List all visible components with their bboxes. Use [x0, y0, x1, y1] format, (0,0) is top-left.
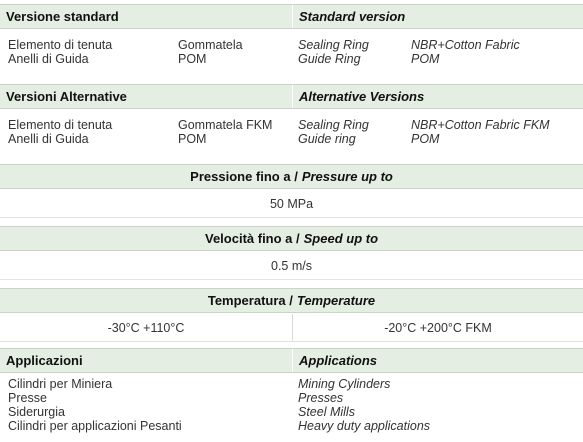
application-it-4: Cilindri per applicazioni Pesanti	[8, 419, 182, 433]
speed-label-en: Speed up to	[303, 231, 379, 246]
pressure-value: 50 MPa	[0, 190, 583, 218]
alt-guide-value-it: POM	[178, 132, 207, 146]
speed-label-it: Velocità fino a /	[204, 231, 300, 246]
alternative-versions-body	[0, 110, 583, 158]
alt-seal-label-it: Elemento di tenuta	[8, 118, 113, 132]
applications-header-it: Applicazioni	[6, 353, 83, 368]
std-guide-label-en: Guide Ring	[298, 52, 361, 66]
applications-header	[0, 348, 583, 373]
temperature-value-fkm: -20°C +200°C FKM	[384, 320, 492, 335]
std-guide-label-it: Anelli di Guida	[8, 52, 89, 66]
pressure-header	[0, 164, 583, 189]
application-en-1: Mining Cylinders	[298, 377, 391, 391]
standard-header-it: Versione standard	[6, 9, 119, 24]
alt-seal-label-en: Sealing Ring	[298, 118, 369, 132]
std-seal-value-it: Gommatela	[178, 38, 243, 52]
temperature-value-standard: -30°C +110°C	[107, 320, 185, 335]
std-guide-value-en: POM	[411, 52, 440, 66]
alt-guide-label-it: Anelli di Guida	[8, 132, 89, 146]
temperature-label-it: Temperatura /	[207, 293, 293, 308]
application-en-3: Steel Mills	[298, 405, 355, 419]
standard-version-header	[0, 4, 583, 29]
alt-seal-value-it: Gommatela FKM	[178, 118, 273, 132]
alt-guide-value-en: POM	[411, 132, 440, 146]
pressure-label-it: Pressione fino a /	[190, 169, 298, 184]
std-guide-value-it: POM	[178, 52, 207, 66]
alt-seal-value-en: NBR+Cotton Fabric FKM	[411, 118, 550, 132]
std-seal-label-it: Elemento di tenuta	[8, 38, 113, 52]
speed-header	[0, 226, 583, 251]
alternative-header-en: Alternative Versions	[292, 85, 583, 108]
application-it-1: Cilindri per Miniera	[8, 377, 113, 391]
application-en-4: Heavy duty applications	[298, 419, 431, 433]
speed-value: 0.5 m/s	[0, 252, 583, 280]
application-en-2: Presses	[298, 391, 344, 405]
alternative-versions-header	[0, 84, 583, 109]
alt-guide-label-en: Guide ring	[298, 132, 356, 146]
std-seal-value-en: NBR+Cotton Fabric	[411, 38, 520, 52]
application-it-3: Siderurgia	[8, 405, 65, 419]
temperature-label-en: Temperature	[296, 293, 376, 308]
pressure-label-en: Pressure up to	[301, 169, 393, 184]
standard-header-en: Standard version	[292, 5, 583, 28]
temperature-values	[0, 314, 583, 342]
applications-body	[0, 374, 583, 440]
standard-version-body	[0, 30, 583, 78]
alternative-header-it: Versioni Alternative	[6, 89, 127, 104]
temperature-header	[0, 288, 583, 313]
application-it-2: Presse	[8, 391, 47, 405]
applications-header-en: Applications	[292, 349, 583, 372]
std-seal-label-en: Sealing Ring	[298, 38, 369, 52]
